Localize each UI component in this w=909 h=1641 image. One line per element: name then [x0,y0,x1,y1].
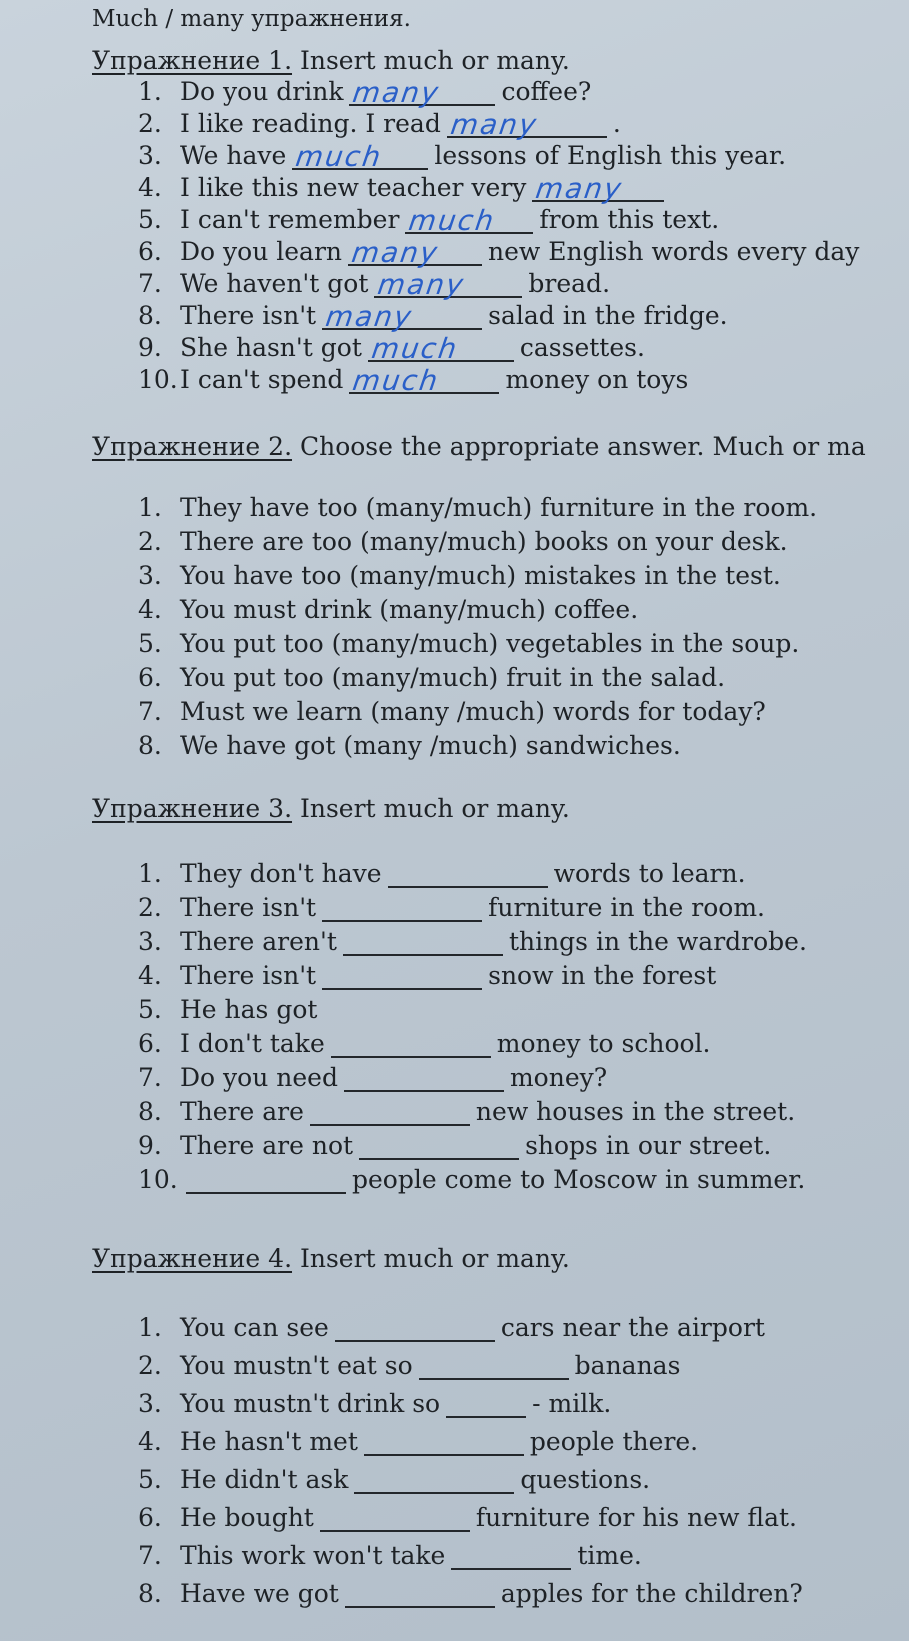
answer-blank[interactable] [374,268,522,301]
item-text: We have got (many /much) sandwiches. [180,731,681,760]
page-title: Much / many упражнения. [92,6,411,32]
handwritten-answer: many [349,236,442,269]
item-text-before: You mustn't drink so [180,1389,441,1418]
answer-blank[interactable] [322,894,482,922]
item-text-before: I can't spend [180,365,344,394]
exercise-3-heading [92,794,570,823]
item-text-after: people there. [529,1427,699,1456]
exercise-2-item [138,558,781,590]
answer-blank[interactable] [446,1390,526,1418]
exercise-2-item [138,728,681,760]
exercise-instruction: Choose the appropriate answer. Much or ma [292,432,866,461]
handwritten-answer: much [294,140,385,173]
item-number: 5. [138,629,162,658]
exercise-label: Упражнение 1. [92,46,293,75]
answer-blank[interactable] [310,1098,470,1126]
answer-blank[interactable] [343,928,503,956]
answer-blank[interactable] [322,962,482,990]
exercise-2-item [138,490,817,522]
item-text-after: new houses in the street. [475,1097,796,1126]
exercise-1-item [138,138,787,173]
item-number: 1. [138,1313,162,1342]
item-number: 7. [138,1063,162,1092]
item-text-before: There isn't [180,893,317,922]
item-text-before: There isn't [180,301,317,330]
exercise-4-item [138,1462,650,1494]
item-text-before: Do you drink [180,77,344,106]
item-number: 4. [138,961,162,990]
item-text-after: cars near the airport [500,1313,765,1342]
exercise-label: Упражнение 2. [92,432,293,461]
exercise-1-item [138,170,670,205]
exercise-1-item [138,106,621,141]
item-text-after: things in the wardrobe. [508,927,807,956]
exercise-instruction: Insert much or many. [292,794,570,823]
item-text-after: from this text. [539,205,720,234]
item-text-after: time. [577,1541,642,1570]
item-text-after: people come to Moscow in summer. [352,1165,806,1194]
item-number: 5. [138,205,162,234]
item-number: 4. [138,173,162,202]
item-text-after: snow in the forest [488,961,717,990]
exercise-1-item [138,330,645,365]
item-text-after: new English words every day [488,237,860,266]
exercise-4-item [138,1310,765,1342]
item-text-after: questions. [520,1465,651,1494]
answer-blank[interactable] [345,1580,495,1608]
item-text-before: They don't have [180,859,382,888]
exercise-4-item [138,1348,680,1380]
item-text-before: She hasn't got [180,333,362,362]
item-text-before: You can see [180,1313,329,1342]
handwritten-answer: many [351,76,443,109]
exercise-4-item [138,1424,698,1456]
item-text-before: Do you need [180,1063,338,1092]
answer-blank[interactable] [320,1504,470,1532]
item-number: 10. [138,365,178,394]
item-text-before: I like this new teacher very [180,173,527,202]
item-number: 10. [138,1165,178,1194]
item-number: 2. [138,1351,162,1380]
item-number: 3. [138,561,162,590]
answer-blank[interactable] [349,364,499,397]
answer-blank[interactable] [359,1132,519,1160]
item-text-before: We haven't got [180,269,369,298]
exercise-label: Упражнение 4. [92,1244,293,1273]
answer-blank[interactable] [348,236,482,269]
item-number: 2. [138,893,162,922]
item-number: 5. [138,995,162,1024]
item-text-after: - milk. [532,1389,612,1418]
item-text: You must drink (many/much) coffee. [180,595,639,624]
exercise-2-heading [92,432,866,461]
handwritten-answer: many [448,108,540,141]
item-text-after: bread. [528,269,611,298]
answer-blank[interactable] [419,1352,569,1380]
item-text-before: Do you learn [180,237,343,266]
item-text-after: cassettes. [519,333,645,362]
handwritten-answer: much [351,364,442,397]
exercise-1-item [138,362,689,397]
handwritten-answer: many [323,300,416,333]
exercise-4-item [138,1386,611,1418]
exercise-2-item [138,626,799,658]
item-text-after: bananas [574,1351,681,1380]
exercise-1-heading [92,46,570,75]
answer-blank[interactable] [322,300,482,333]
item-text-before: There are not [180,1131,354,1160]
item-number: 6. [138,1503,162,1532]
item-text-after: furniture in the room. [488,893,765,922]
item-text: They have too (many/much) furniture in the room. [180,493,818,522]
item-text-before: I like reading. I read [180,109,441,138]
item-text-before: I can't remember [180,205,400,234]
item-number: 6. [138,237,162,266]
exercise-3-item [138,1128,771,1160]
item-text-after: lessons of English this year. [434,141,787,170]
item-number: 3. [138,1389,162,1418]
exercise-3-item [138,856,746,888]
answer-blank[interactable] [447,108,607,141]
item-text-after: money on toys [505,365,689,394]
handwritten-answer: many [534,172,626,205]
item-number: 8. [138,731,162,760]
item-text-after: words to learn. [553,859,746,888]
item-number: 6. [138,1029,162,1058]
item-text-before: Have we got [180,1579,339,1608]
answer-blank[interactable] [186,1166,346,1194]
exercise-label: Упражнение 3. [92,794,293,823]
item-number: 5. [138,1465,162,1494]
item-text-before: He bought [180,1503,314,1532]
item-number: 4. [138,1427,162,1456]
exercise-3-item [138,1026,711,1058]
item-text-before: This work won't take [180,1541,446,1570]
handwritten-answer: much [407,204,498,237]
exercise-3-item [138,992,317,1024]
item-text: Must we learn (many /much) words for today? [180,697,766,726]
answer-blank[interactable] [451,1542,571,1570]
exercise-1-item [138,74,592,109]
answer-blank[interactable] [335,1314,495,1342]
item-text-after: shops in our street. [525,1131,772,1160]
exercise-4-item [138,1500,797,1532]
item-number: 2. [138,527,162,556]
exercise-3-item [138,958,716,990]
answer-blank[interactable] [388,860,548,888]
item-number: 9. [138,333,162,362]
item-number: 8. [138,1579,162,1608]
exercise-instruction: Insert much or many. [292,1244,570,1273]
item-number: 2. [138,109,162,138]
exercise-2-item [138,660,725,692]
item-number: 1. [138,859,162,888]
exercise-1-item [138,298,728,333]
answer-blank[interactable] [292,140,428,173]
exercise-instruction: Insert much or many. [292,46,570,75]
item-text-after: apples for the children? [500,1579,803,1608]
item-text-before: He has got [180,995,318,1024]
item-number: 4. [138,595,162,624]
item-number: 8. [138,1097,162,1126]
exercise-3-item [138,890,765,922]
exercise-2-item [138,524,788,556]
exercise-1-item [138,266,611,301]
exercise-2-item [138,694,766,726]
item-number: 3. [138,141,162,170]
item-number: 7. [138,269,162,298]
item-text-after: furniture for his new flat. [475,1503,797,1532]
exercise-3-item [138,1162,805,1194]
item-number: 3. [138,927,162,956]
item-text-before: He didn't ask [180,1465,349,1494]
handwritten-answer: many [376,268,468,301]
item-number: 1. [138,77,162,106]
item-text-before: He hasn't met [180,1427,358,1456]
item-number: 1. [138,493,162,522]
answer-blank[interactable] [349,76,495,109]
exercise-1-item [138,202,720,237]
answer-blank[interactable] [364,1428,524,1456]
item-text-after: . [612,109,621,138]
item-text-before: We have [180,141,287,170]
item-text-before: I don't take [180,1029,325,1058]
answer-blank[interactable] [368,332,514,365]
item-number: 7. [138,1541,162,1570]
exercise-4-item [138,1538,642,1570]
item-text: You have too (many/much) mistakes in the test. [180,561,781,590]
answer-blank[interactable] [344,1064,504,1092]
item-text: You put too (many/much) fruit in the salad. [180,663,726,692]
item-number: 6. [138,663,162,692]
exercise-3-item [138,924,807,956]
item-text: There are too (many/much) books on your desk. [180,527,788,556]
exercise-3-item [138,1060,607,1092]
exercise-1-item [138,234,860,269]
exercise-2-item [138,592,638,624]
item-text-before: There aren't [180,927,337,956]
answer-blank[interactable] [532,172,664,205]
item-text-before: You mustn't eat so [180,1351,413,1380]
exercise-4-heading [92,1244,570,1273]
answer-blank[interactable] [354,1466,514,1494]
exercise-4-item [138,1576,803,1608]
item-number: 9. [138,1131,162,1160]
item-text-after: salad in the fridge. [488,301,728,330]
exercise-3-item [138,1094,795,1126]
handwritten-answer: much [369,332,461,365]
answer-blank[interactable] [331,1030,491,1058]
item-number: 7. [138,697,162,726]
item-text-after: money to school. [496,1029,711,1058]
item-text-after: money? [509,1063,608,1092]
item-number: 8. [138,301,162,330]
item-text: You put too (many/much) vegetables in the soup. [180,629,800,658]
item-text-before: There are [180,1097,304,1126]
item-text-after: coffee? [501,77,592,106]
item-text-before: There isn't [180,961,317,990]
answer-blank[interactable] [405,204,533,237]
